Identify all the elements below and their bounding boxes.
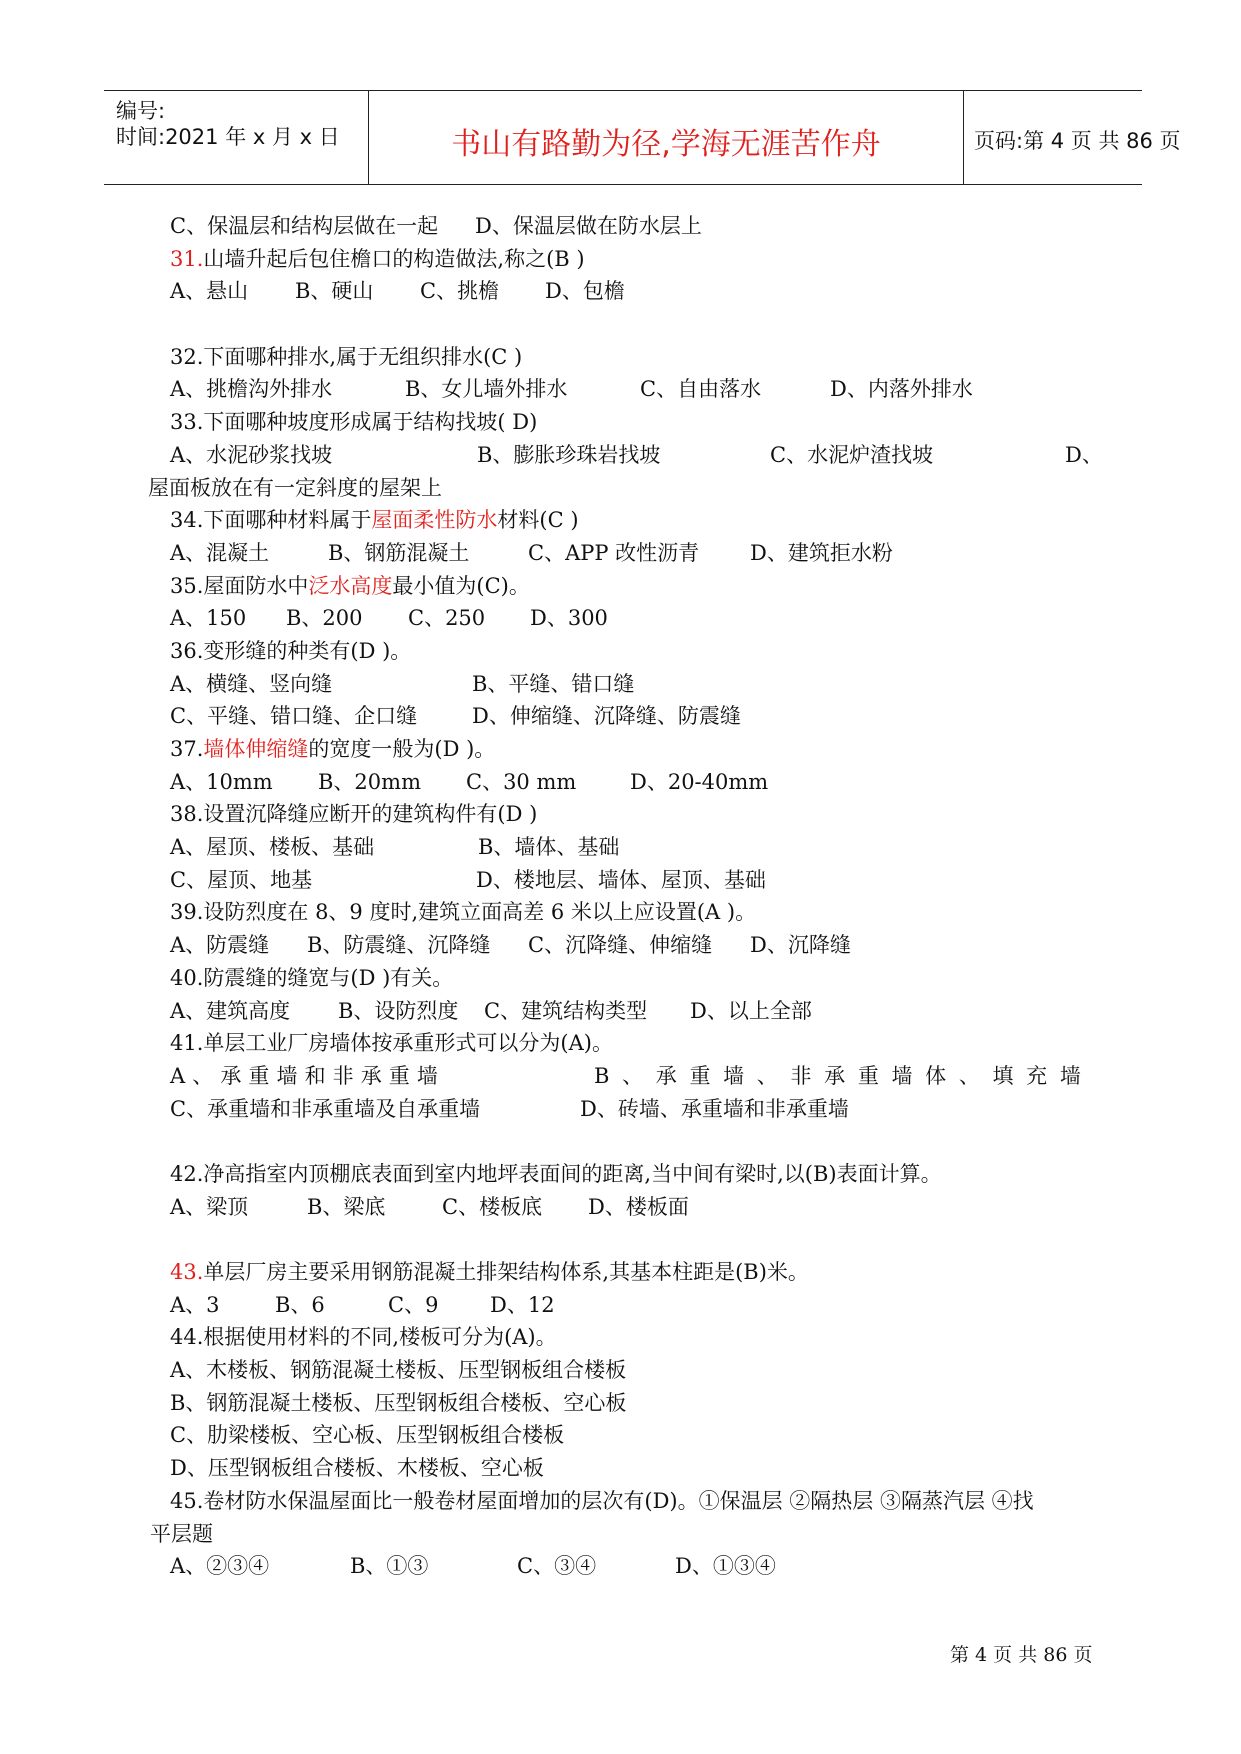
options-32 <box>150 373 1100 406</box>
question-text: 38.设置沉降缝应断开的建筑构件有(D ) <box>170 802 538 827</box>
time-label: 时间:2021 年 x 月 x 日 <box>116 125 340 149</box>
char: 和 <box>304 1063 326 1088</box>
option-44c <box>150 1419 1100 1452</box>
option-c: C、保温层和结构层做在一起 <box>170 214 439 238</box>
options-40 <box>150 995 1100 1028</box>
char: 充 <box>1026 1063 1048 1088</box>
option-d: D、建筑拒水粉 <box>750 540 893 565</box>
question-text: 平层题 <box>150 1521 213 1546</box>
options-42 <box>150 1191 1100 1224</box>
options-33 <box>150 439 1103 472</box>
question-text: 最小值为(C)。 <box>392 573 530 598</box>
blank-line <box>150 1125 1100 1158</box>
option-b: B、①③ <box>350 1554 429 1579</box>
char: 重 <box>248 1063 270 1088</box>
option-a: A、3 <box>170 1292 220 1317</box>
option-d: D、砖墙、承重墙和非承重墙 <box>580 1096 849 1121</box>
option-c: C、自由落水 <box>640 377 762 402</box>
answer-line <box>150 210 1100 243</box>
option-a: A、水泥砂浆找坡 <box>170 442 333 467</box>
question-45 <box>150 1485 1100 1518</box>
option-a: A、屋顶、楼板、基础 <box>170 835 375 860</box>
option-a: A、悬山 <box>170 279 249 304</box>
option-c: C、沉降缝、伸缩缝 <box>528 933 713 958</box>
motto: 书山有路勤为径,学海无涯苦作舟 <box>451 127 881 162</box>
option-b: B、墙体、基础 <box>478 835 620 860</box>
question-content <box>148 210 1103 1583</box>
page-label: 页码:第 4 页 共 86 页 <box>974 129 1181 153</box>
options-37 <box>150 766 1100 799</box>
options-31 <box>150 275 1100 308</box>
question-text: 42.净高指室内顶棚底表面到室内地坪表面间的距离,当中间有梁时,以(B)表面计算。 <box>170 1161 942 1186</box>
char: 、 <box>756 1063 778 1088</box>
option-d: D、12 <box>490 1292 555 1317</box>
question-text: 44.根据使用材料的不同,楼板可分为(A)。 <box>170 1325 557 1350</box>
option-a: A、防震缝 <box>170 933 270 958</box>
option-b: B、膨胀珍珠岩找坡 <box>477 442 661 467</box>
option-c: C、挑檐 <box>420 279 500 304</box>
option-44b <box>150 1387 1100 1420</box>
char: 墙 <box>416 1063 438 1088</box>
char: 承 <box>824 1063 846 1088</box>
highlight-text: 墙体伸缩缝 <box>203 737 309 761</box>
option-b: B、6 <box>275 1292 325 1317</box>
char: 墙 <box>1059 1063 1081 1088</box>
options-43 <box>150 1289 1100 1322</box>
options-38-row2 <box>150 864 1100 897</box>
highlight-text: 泛水高度 <box>308 573 393 598</box>
options-36 <box>150 668 1100 701</box>
option-d: D、压型钢板组合楼板、木楼板、空心板 <box>170 1456 544 1481</box>
question-text: 的宽度一般为(D )。 <box>308 737 496 761</box>
option-d: D、沉降缝 <box>750 933 851 958</box>
char: 填 <box>992 1063 1014 1088</box>
option-b: B、钢筋混凝土楼板、压型钢板组合楼板、空心板 <box>170 1390 627 1415</box>
char: 体 <box>925 1063 947 1088</box>
question-39 <box>150 896 1100 929</box>
highlight-text: 屋面柔性防水 <box>371 508 498 533</box>
option-c: C、APP 改性沥青 <box>528 540 700 565</box>
question-text: 34.下面哪种材料属于 <box>170 508 372 533</box>
option-d-text: 屋面板放在有一定斜度的屋架上 <box>148 475 442 500</box>
option-c: C、承重墙和非承重墙及自承重墙 <box>170 1096 481 1121</box>
option-d: D、楼地层、墙体、屋顶、基础 <box>476 867 766 892</box>
option-c: C、肋梁楼板、空心板、压型钢板组合楼板 <box>170 1423 565 1448</box>
option-d: D、伸缩缝、沉降缝、防震缝 <box>472 704 741 729</box>
question-43 <box>150 1256 1100 1289</box>
question-text: 37. <box>170 737 204 761</box>
option-c: C、楼板底 <box>442 1194 543 1219</box>
option-c: C、屋顶、地基 <box>170 867 313 892</box>
option-b: B、20mm <box>318 769 421 794</box>
question-34 <box>150 504 1100 537</box>
options-41-row2 <box>150 1093 1100 1126</box>
option-d: D、内落外排水 <box>830 377 973 402</box>
option-c: C、③④ <box>517 1554 597 1579</box>
char: 墙 <box>276 1063 298 1088</box>
option-a: A、横缝、竖向缝 <box>170 671 333 696</box>
options-33-continued <box>148 472 1100 505</box>
question-38 <box>150 798 1100 831</box>
question-text: 35.屋面防水中 <box>170 573 309 598</box>
char: 、 <box>192 1063 214 1088</box>
question-40 <box>150 962 1100 995</box>
option-44a <box>150 1354 1100 1387</box>
question-text: 山墙升起后包住檐口的构造做法,称之(B ) <box>203 246 585 271</box>
header-left-cell <box>104 91 369 184</box>
char: A <box>170 1063 186 1088</box>
option-d: D、楼板面 <box>588 1194 689 1219</box>
option-a <box>170 1060 438 1093</box>
question-41 <box>150 1027 1100 1060</box>
options-41 <box>150 1060 1100 1093</box>
question-36 <box>150 635 1100 668</box>
option-d: D、20-40mm <box>630 769 769 794</box>
char: 墙 <box>891 1063 913 1088</box>
question-44 <box>150 1321 1100 1354</box>
question-text: 33.下面哪种坡度形成属于结构找坡( D) <box>170 410 538 435</box>
blank-line <box>150 1223 1100 1256</box>
char: B <box>594 1063 610 1088</box>
header-middle-cell <box>369 91 964 184</box>
option-a: A、混凝土 <box>170 540 270 565</box>
question-37 <box>150 733 1100 766</box>
question-32 <box>150 341 1100 374</box>
options-34 <box>150 537 1100 570</box>
option-b: B、200 <box>286 606 363 631</box>
char: 非 <box>332 1063 354 1088</box>
options-38 <box>150 831 1100 864</box>
char: 重 <box>857 1063 879 1088</box>
header-table <box>104 90 1181 185</box>
options-39 <box>150 929 1100 962</box>
header-right-cell <box>964 91 1181 184</box>
char: 、 <box>958 1063 980 1088</box>
option-d: D、①③④ <box>675 1554 776 1579</box>
question-text: 32.下面哪种排水,属于无组织排水(C ) <box>170 344 523 369</box>
option-c: C、9 <box>388 1292 439 1317</box>
option-a: A、10mm <box>170 769 273 794</box>
option-b: B、平缝、错口缝 <box>472 671 635 696</box>
question-text: 40.防震缝的缝宽与(D )有关。 <box>170 965 454 990</box>
char: 承 <box>655 1063 677 1088</box>
option-d: D、300 <box>530 606 608 631</box>
option-a: A、150 <box>170 606 247 631</box>
char: 非 <box>790 1063 812 1088</box>
option-b: B、硬山 <box>295 279 374 304</box>
question-35 <box>150 570 1100 603</box>
option-b: B、钢筋混凝土 <box>328 540 470 565</box>
question-31 <box>150 243 1100 276</box>
question-text: 39.设防烈度在 8、9 度时,建筑立面高差 6 米以上应设置(A )。 <box>170 900 757 925</box>
option-d: D、以上全部 <box>690 998 812 1023</box>
option-b: B、女儿墙外排水 <box>405 377 568 402</box>
options-45 <box>150 1550 1100 1583</box>
question-text: 45.卷材防水保温屋面比一般卷材屋面增加的层次有(D)。①保温层 ②隔热层 ③隔蒸汽层 ④找 <box>170 1488 1034 1513</box>
char: 重 <box>388 1063 410 1088</box>
question-number: 43. <box>170 1260 204 1284</box>
number-label: 编号: <box>116 99 166 123</box>
question-42 <box>150 1158 1100 1191</box>
question-number: 31. <box>170 246 204 271</box>
char: 墙 <box>723 1063 745 1088</box>
char: 、 <box>622 1063 644 1088</box>
question-text: 单层厂房主要采用钢筋混凝土排架结构体系,其基本柱距是(B)米。 <box>203 1260 809 1284</box>
page-footer: 第 4 页 共 86 页 <box>950 1644 1093 1666</box>
char: 重 <box>689 1063 711 1088</box>
option-a: A、木楼板、钢筋混凝土楼板、压型钢板组合楼板 <box>170 1358 627 1383</box>
question-text: 材料(C ) <box>497 508 579 533</box>
option-c: C、平缝、错口缝、企口缝 <box>170 704 418 729</box>
option-c: C、水泥炉渣找坡 <box>770 442 934 467</box>
char: 承 <box>360 1063 382 1088</box>
option-a: A、②③④ <box>170 1554 270 1579</box>
option-c: C、建筑结构类型 <box>484 998 648 1023</box>
option-a: A、挑檐沟外排水 <box>170 377 333 402</box>
option-a: A、建筑高度 <box>170 998 291 1023</box>
question-33 <box>150 406 1100 439</box>
option-a: A、梁顶 <box>170 1194 249 1219</box>
option-b: B、防震缝、沉降缝 <box>307 933 491 958</box>
option-b <box>594 1060 1081 1093</box>
option-b: B、梁底 <box>307 1194 386 1219</box>
option-d: D、保温层做在防水层上 <box>475 214 702 238</box>
option-d: D、包檐 <box>545 279 625 304</box>
option-b: B、设防烈度 <box>338 998 459 1023</box>
option-c: C、250 <box>408 606 486 631</box>
option-c: C、30 mm <box>466 769 577 794</box>
question-text: 36.变形缝的种类有(D )。 <box>170 638 412 663</box>
char: 承 <box>220 1063 242 1088</box>
option-44d <box>150 1452 1100 1485</box>
option-d: D、 <box>1065 442 1103 467</box>
blank-line <box>150 308 1100 341</box>
question-text: 41.单层工业厂房墙体按承重形式可以分为(A)。 <box>170 1031 613 1056</box>
question-45-continued <box>150 1518 1100 1551</box>
options-36-row2 <box>150 700 1100 733</box>
options-35 <box>150 602 1100 635</box>
